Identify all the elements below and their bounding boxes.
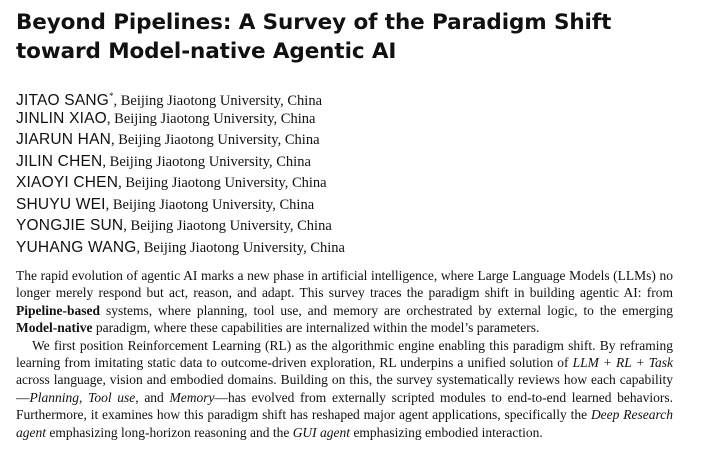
abstract-text: paradigm, where these capabilities are internalized within the model’s parameters. [92, 320, 540, 336]
author-line [16, 108, 696, 130]
abstract-text: The rapid evolution of agentic AI marks a new phase in artificial intelligence, where Large Language Models (LLMs) no longer merely respond but act, reason, and adapt. This survey traces the paradigm shift in building agentic AI: from [16, 268, 673, 301]
corresponding-author-mark: * [109, 91, 114, 101]
term-gui-agent: GUI agent [292, 424, 351, 440]
author-affiliation: , Beijing Jiaotong University, China [111, 132, 320, 148]
author-affiliation: , Beijing Jiaotong University, China [102, 153, 311, 170]
author-affiliation: , Beijing Jiaotong University, China [118, 175, 327, 191]
author-name: JIARUN HAN [16, 131, 112, 148]
author-line [16, 151, 696, 173]
formula-llm-rl-task: LLM + RL + Task [572, 355, 673, 371]
author-name: JITAO SANG [16, 92, 110, 109]
abstract-text: emphasizing embodied interaction. [350, 424, 543, 440]
abstract-text: —has evolved from externally scripted modules to end-to-end learned behaviors. Furthermore, it examines how this paradigm shift has reshaped major agent applications, specifically the [16, 389, 674, 423]
author-name: YONGJIE SUN [16, 217, 124, 234]
author-line [16, 215, 696, 237]
author-line [16, 237, 696, 259]
abstract-paragraph [16, 337, 673, 441]
author-affiliation: , Beijing Jiaotong University, China [106, 110, 316, 127]
author-line [16, 172, 696, 194]
author-name: JINLIN XIAO [16, 109, 107, 127]
author-name: JILIN CHEN [16, 152, 103, 170]
abstract-text: across language, vision and embodied domains. Building on this, the survey systematically reviews how each capability— [16, 372, 673, 405]
author-line [16, 194, 696, 216]
emphasis-pipeline-based: Pipeline-based [16, 302, 101, 318]
abstract-text: emphasizing long-horizon reasoning and the [46, 424, 293, 440]
term-planning: Planning [29, 389, 79, 405]
author-affiliation: , Beijing Jiaotong University, China [136, 239, 345, 256]
term-memory: Memory [169, 389, 215, 405]
abstract-text: , and [135, 389, 170, 405]
author-name: SHUYU WEI [16, 195, 106, 213]
emphasis-model-native: Model-native [16, 320, 93, 336]
abstract-text: We first position Reinforcement Learning (RL) as the algorithmic engine enabling this paradigm shift. By reframing learning from imitating static data to outcome-driven exploration, RL underpins a unified solution of [16, 337, 673, 371]
abstract-paragraph [16, 267, 673, 337]
paper-title: Beyond Pipelines: A Survey of the Paradigm Shift toward Model-native Agentic AI [16, 10, 612, 64]
author-name: XIAOYI CHEN [16, 174, 119, 191]
term-tool-use: Tool use [88, 389, 136, 405]
author-affiliation: , Beijing Jiaotong University, China [113, 93, 323, 109]
abstract [16, 267, 673, 441]
author-affiliation: , Beijing Jiaotong University, China [123, 218, 332, 234]
author-list [16, 86, 696, 258]
abstract-text: , [79, 389, 89, 405]
abstract-text: systems, where planning, tool use, and memory are orchestrated by external logic, to the emerging [100, 302, 673, 318]
term-deep-research-agent: Deep Research agent [16, 407, 673, 440]
author-line [16, 129, 696, 151]
author-affiliation: , Beijing Jiaotong University, China [105, 196, 315, 213]
author-name: YUHANG WANG [16, 238, 137, 256]
author-line [16, 86, 696, 108]
